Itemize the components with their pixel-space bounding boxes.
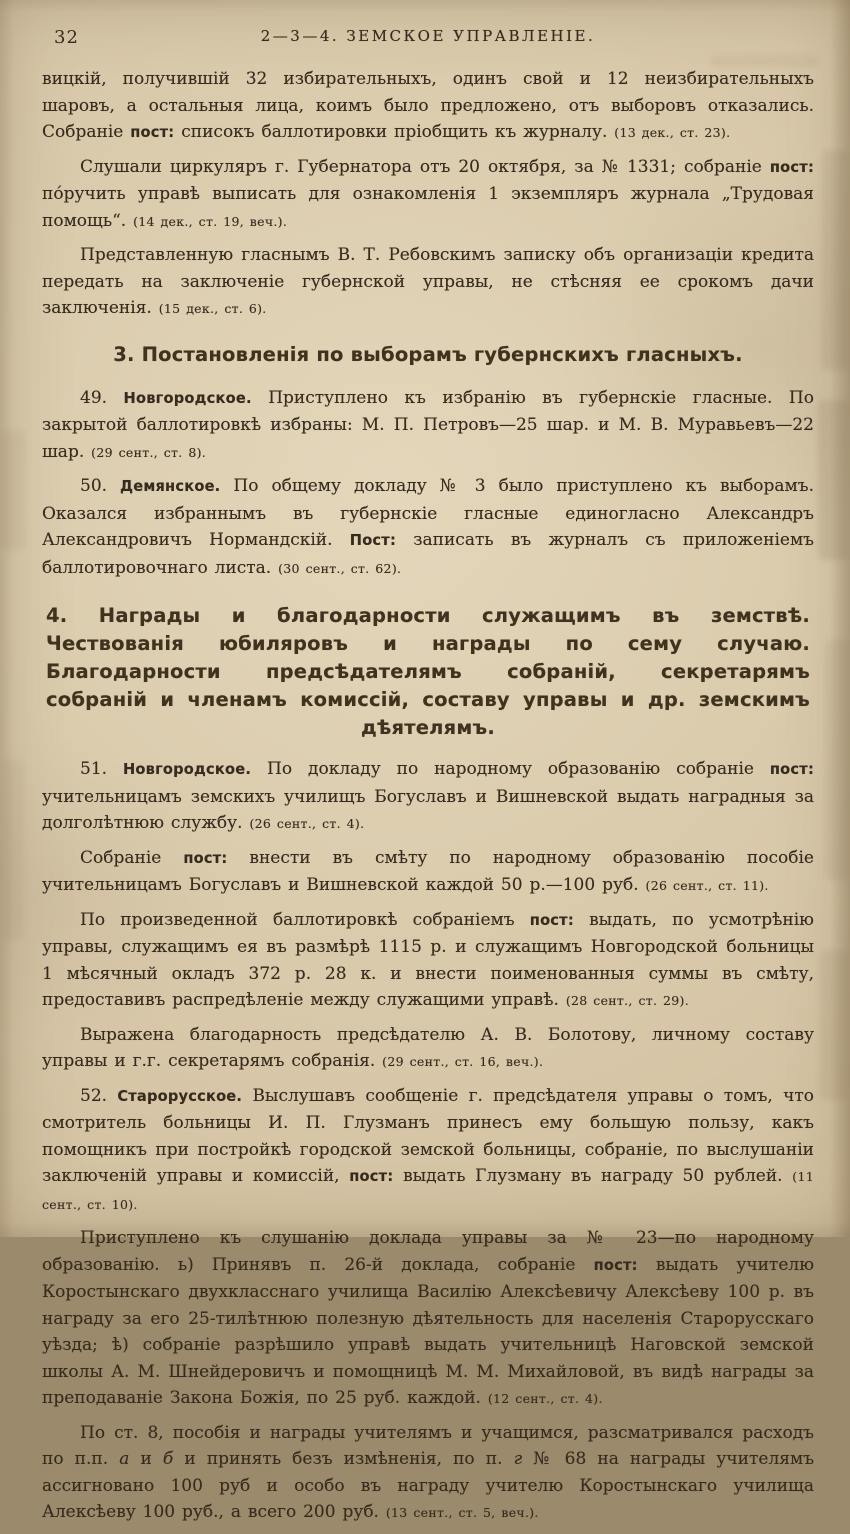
text-run: 50. [80, 476, 121, 496]
text-run: (30 сент., ст. 62). [278, 560, 402, 576]
paragraph [42, 756, 814, 838]
text-run: списокъ баллотировки пріобщить къ журналу. [174, 122, 615, 142]
text-run: 49. [80, 387, 124, 408]
text-run: Новгородское. [123, 389, 252, 407]
section-heading: 3. Постановленія по выборамъ губернскихъ гласныхъ. [113, 342, 743, 366]
text-run: внести въ смѣту по народному образованію пособіе учительницамъ Богуславъ и Вишневской каждой 50 р.—100 руб. [42, 847, 814, 895]
text-run: пост: [769, 761, 814, 778]
text-run: По докладу по народному образованію собраніе [251, 759, 770, 779]
text-run: выдать, по усмотрѣнію управы, служащимъ ея въ размѣрѣ 1115 р. и служащимъ Новгородской больницы 1 мѣсячный окладъ 372 р. 28 к. и внести поименованныя суммы въ смѣту, предоставивъ распредѣленіе между служащими управѣ. [42, 909, 814, 1010]
text-run: (28 сент., ст. 29). [565, 993, 689, 1008]
paragraph [42, 473, 814, 582]
text-run: б [162, 1449, 174, 1469]
text-run: (15 дек., ст. 6). [158, 301, 267, 316]
text-run: г [513, 1449, 523, 1469]
paragraph [42, 385, 814, 467]
text-run: Выражена благодарность предсѣдателю А. В. Болотову, личному составу управы и г.г. секретарямъ собранія. [42, 1024, 814, 1071]
text-run: По ст. 8, пособія и награды учителямъ и учащимся, разсматривался расходъ по п.п. [42, 1422, 814, 1469]
paragraph [42, 1420, 814, 1527]
text-run: пост: [130, 124, 175, 141]
text-run: Старорусское. [117, 1087, 243, 1105]
text-run: Приступлено къ избранію въ губернскіе гласные. По закрытой баллотировкѣ избраны: М. П. Петровъ—25 шар. и М. В. Муравьевъ—22 шар. [42, 387, 814, 462]
paragraph [42, 1083, 814, 1219]
text-run: № 68 на награды учителямъ ассигновано 100 руб и особо въ награду учителю Коростынскаго училища Алексѣеву 100 руб., а всего 200 руб. [42, 1449, 815, 1522]
paragraph [42, 154, 814, 236]
text-run: Представленную гласнымъ В. Т. Ребовскимъ записку объ организаціи кредита передать на заключеніе губернской управы, не стѣсняя ее срокомъ дачи заключенія. [42, 245, 814, 318]
text-run: (11 сент., ст. 10). [42, 1169, 814, 1212]
scan-smudge [0, 430, 26, 550]
text-run: (14 дек., ст. 19, веч.). [133, 213, 288, 229]
text-run: и [129, 1449, 163, 1469]
paragraph [42, 907, 814, 1015]
running-header: 2—3—4. ЗЕМСКОЕ УПРАВЛЕНІЕ. [260, 27, 596, 45]
text-run: (29 сент., ст. 8). [91, 444, 207, 460]
text-run: выдать учителю Коростынскаго двухкласснаго училища Василію Алексѣевичу Алексѣеву 100 р. въ награду за его 25-тилѣтнюю полезную дѣятельность для населенія Старорусскаго уѣзда; ѣ) собраніе разрѣшило управѣ выдать учительницѣ Наговской земской школы А. М. Шнейдеровичъ и помощницѣ М. М. Михайловой, въ видѣ награды за преподаваніе Закона Божія, по 25 руб. каждой. [42, 1254, 814, 1408]
text-run: (26 сент., ст. 4). [249, 816, 365, 831]
text-run: пост: [769, 158, 814, 176]
scan-smudge [820, 950, 848, 1100]
text-run: записать въ журналъ съ приложеніемъ баллотировочнаго листа. [42, 530, 814, 578]
text-run: Новгородское. [122, 761, 252, 778]
text-run: а [119, 1449, 130, 1469]
scan-smudge [818, 400, 848, 560]
section-heading: 4. Награды и благодарности служащимъ въ земствѣ. Чествованія юбиляровъ и награды по сему случаю. Благодарности предсѣдателямъ собраній, секретарямъ собраній и членамъ комиссій, составу управы и др. земскимъ дѣятелямъ. [46, 604, 810, 739]
text-run: учительницамъ земскихъ училищъ Богуславъ и Вишневской выдать наградныя за долголѣтнюю службу. [42, 786, 814, 833]
paragraph [42, 845, 814, 900]
text-run: (26 сент., ст. 11). [645, 878, 769, 893]
text-run: (13 дек., ст. 23). [614, 125, 731, 140]
scan-smudge [825, 640, 849, 880]
text-run: Демянское. [120, 478, 221, 495]
text-run: Выслушавъ сообщеніе г. предсѣдателя управы о томъ, что смотритель больницы И. П. Глузманъ принесъ ему большую пользу, какъ помощникъ при постройкѣ городской земской больницы, собраніе, по выслушаніи заключеній управы и комиссій, [42, 1085, 814, 1186]
scan-smudge [822, 150, 848, 370]
page-content [42, 66, 814, 1534]
scan-smudge [2, 760, 24, 940]
text-run: 51. [80, 759, 123, 779]
text-run: вицкій, получившій 32 избирательныхъ, одинъ свой и 12 неизбирательныхъ шаровъ, а остальныя лица, коимъ было предложено, отъ выборовъ отказались. Собраніе [42, 69, 814, 142]
paragraph [42, 1022, 814, 1076]
text-run: пост: [183, 849, 228, 867]
text-run: по́ручить управѣ выписать для ознакомленія 1 экземпляръ журнала „Трудовая помощь“. [42, 184, 814, 231]
paragraph [42, 66, 814, 147]
text-run: пост: [529, 911, 574, 929]
text-run: По общему докладу № 3 было приступлено къ выборамъ. Оказался избраннымъ въ губернскіе гласные единогласно Александръ Александровичъ Нормандскій. [42, 476, 814, 550]
text-run: По произведенной баллотировкѣ собраніемъ [80, 909, 530, 930]
text-run: 52. [80, 1085, 118, 1106]
text-run: пост: [593, 1256, 638, 1274]
text-run: (29 сент., ст. 16, веч.). [382, 1054, 544, 1069]
text-run: Собраніе [80, 847, 184, 868]
text-run: Приступлено къ слушанію доклада управы за № 23—по народному образованію. ь) Принявъ п. 26-й доклада, собраніе [42, 1228, 814, 1275]
page-number: 32 [54, 27, 79, 48]
text-run: Слушали циркуляръ г. Губернатора отъ 20 октября, за № 1331; собраніе [80, 156, 770, 177]
page-header [42, 27, 814, 51]
text-run: Пост: [349, 532, 396, 549]
text-run: (13 сент., ст. 5, веч.). [385, 1505, 539, 1520]
paragraph [42, 1225, 814, 1413]
paragraph [42, 242, 814, 323]
text-run: (12 сент., ст. 4). [487, 1391, 603, 1406]
text-run: выдать Глузману въ награду 50 рублей. [393, 1166, 793, 1186]
text-run: пост: [349, 1168, 394, 1185]
text-run: и принять безъ измѣненія, по п. [173, 1449, 514, 1469]
